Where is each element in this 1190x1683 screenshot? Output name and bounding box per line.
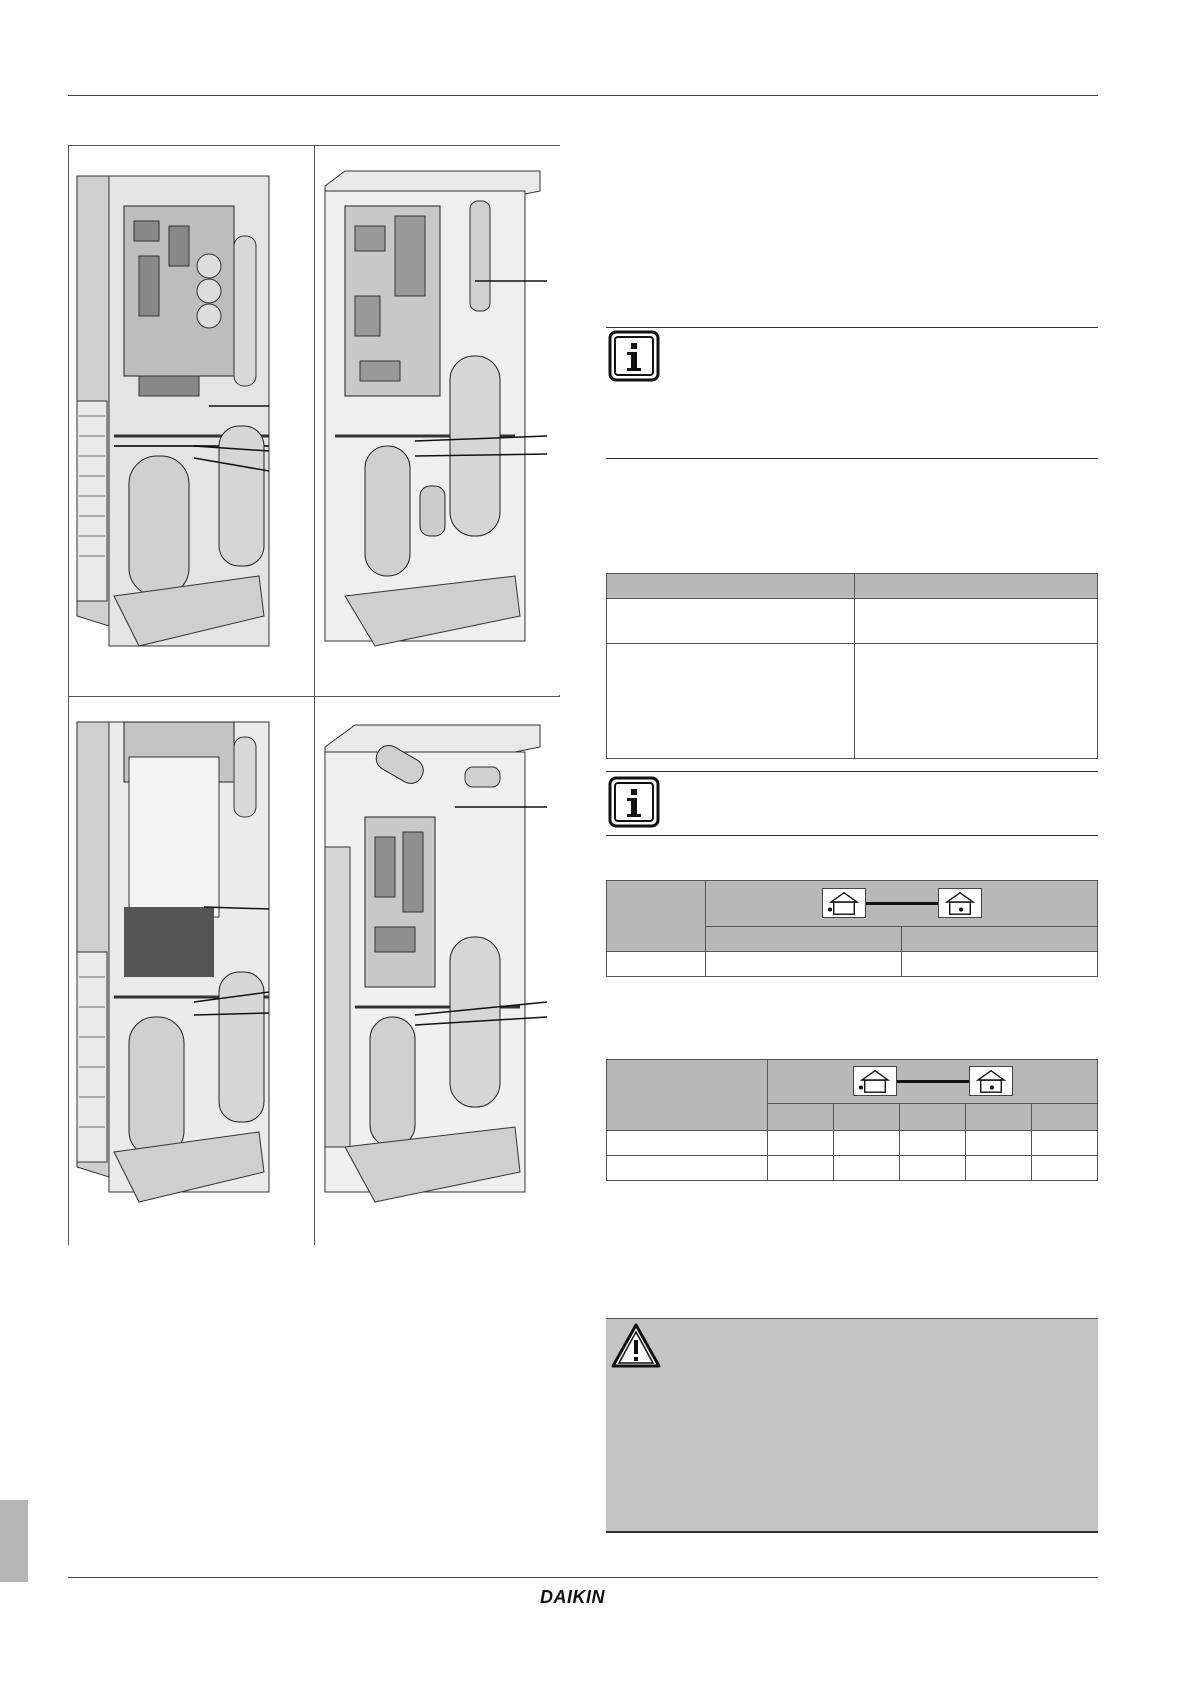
table-cell	[899, 1156, 965, 1181]
table-cell	[768, 1156, 834, 1181]
table-cell	[833, 1131, 899, 1156]
info-icon	[608, 776, 660, 828]
side-tab	[0, 1500, 28, 1582]
table-header-cell	[706, 926, 902, 951]
table-cell	[706, 952, 902, 977]
table-cell	[607, 599, 855, 644]
house-connection-header	[768, 1060, 1098, 1104]
warning-triangle-icon	[610, 1322, 662, 1370]
info-block-top-rule	[606, 327, 1098, 328]
table-header-cell	[607, 1060, 768, 1131]
table-header-cell	[965, 1103, 1031, 1130]
table-row	[607, 644, 1098, 759]
figure-grid	[68, 145, 560, 1245]
unit-illustration-3	[69, 697, 314, 1246]
unit-illustration-1	[69, 146, 314, 695]
table-cell	[965, 1156, 1031, 1181]
table-header-row	[607, 881, 1098, 927]
info-block-bottom-rule	[606, 458, 1098, 459]
table-row	[607, 1156, 1098, 1181]
warning-box	[606, 1318, 1098, 1533]
indoor-house-icon	[938, 888, 982, 918]
table-header-cell	[902, 926, 1098, 951]
connection-line	[897, 1080, 969, 1083]
table-row	[607, 1131, 1098, 1156]
table-header-cell	[768, 1103, 834, 1130]
table-cell	[855, 644, 1098, 759]
table-header-cell	[899, 1103, 965, 1130]
piping-table-3	[606, 1059, 1098, 1181]
spec-table-1	[606, 573, 1098, 759]
house-connection	[706, 888, 1097, 918]
unit-illustration-4	[315, 697, 560, 1246]
brand-logo	[540, 1587, 622, 1607]
table-cell	[607, 1156, 768, 1181]
info-block-2-top-rule	[606, 771, 1098, 772]
table-cell	[899, 1131, 965, 1156]
outdoor-house-icon	[853, 1066, 897, 1096]
info-icon	[608, 330, 660, 382]
outdoor-house-icon	[822, 888, 866, 918]
indoor-house-icon	[969, 1066, 1013, 1096]
table-cell	[607, 952, 706, 977]
table-header-cell	[1031, 1103, 1097, 1130]
unit-illustration-2	[315, 146, 560, 695]
footer-rule	[68, 1577, 1098, 1578]
table-header-cell	[855, 574, 1098, 599]
table-header-row	[607, 574, 1098, 599]
brand-logo-text: DAIKIN	[540, 1587, 605, 1607]
table-header-cell	[607, 881, 706, 952]
table-cell	[607, 1131, 768, 1156]
table-cell	[902, 952, 1098, 977]
info-block-2-bottom-rule	[606, 835, 1098, 836]
table-header-row	[607, 1060, 1098, 1104]
header-rule	[68, 95, 1098, 96]
table-cell	[768, 1131, 834, 1156]
house-connection	[768, 1066, 1097, 1096]
table-cell	[833, 1156, 899, 1181]
table-row	[607, 952, 1098, 977]
table-header-cell	[833, 1103, 899, 1130]
table-cell	[1031, 1131, 1097, 1156]
connection-line	[866, 902, 938, 905]
house-connection-header	[706, 881, 1098, 927]
table-cell	[607, 644, 855, 759]
table-cell	[965, 1131, 1031, 1156]
table-header-cell	[607, 574, 855, 599]
table-cell	[855, 599, 1098, 644]
table-row	[607, 599, 1098, 644]
piping-table-2	[606, 880, 1098, 977]
table-cell	[1031, 1156, 1097, 1181]
